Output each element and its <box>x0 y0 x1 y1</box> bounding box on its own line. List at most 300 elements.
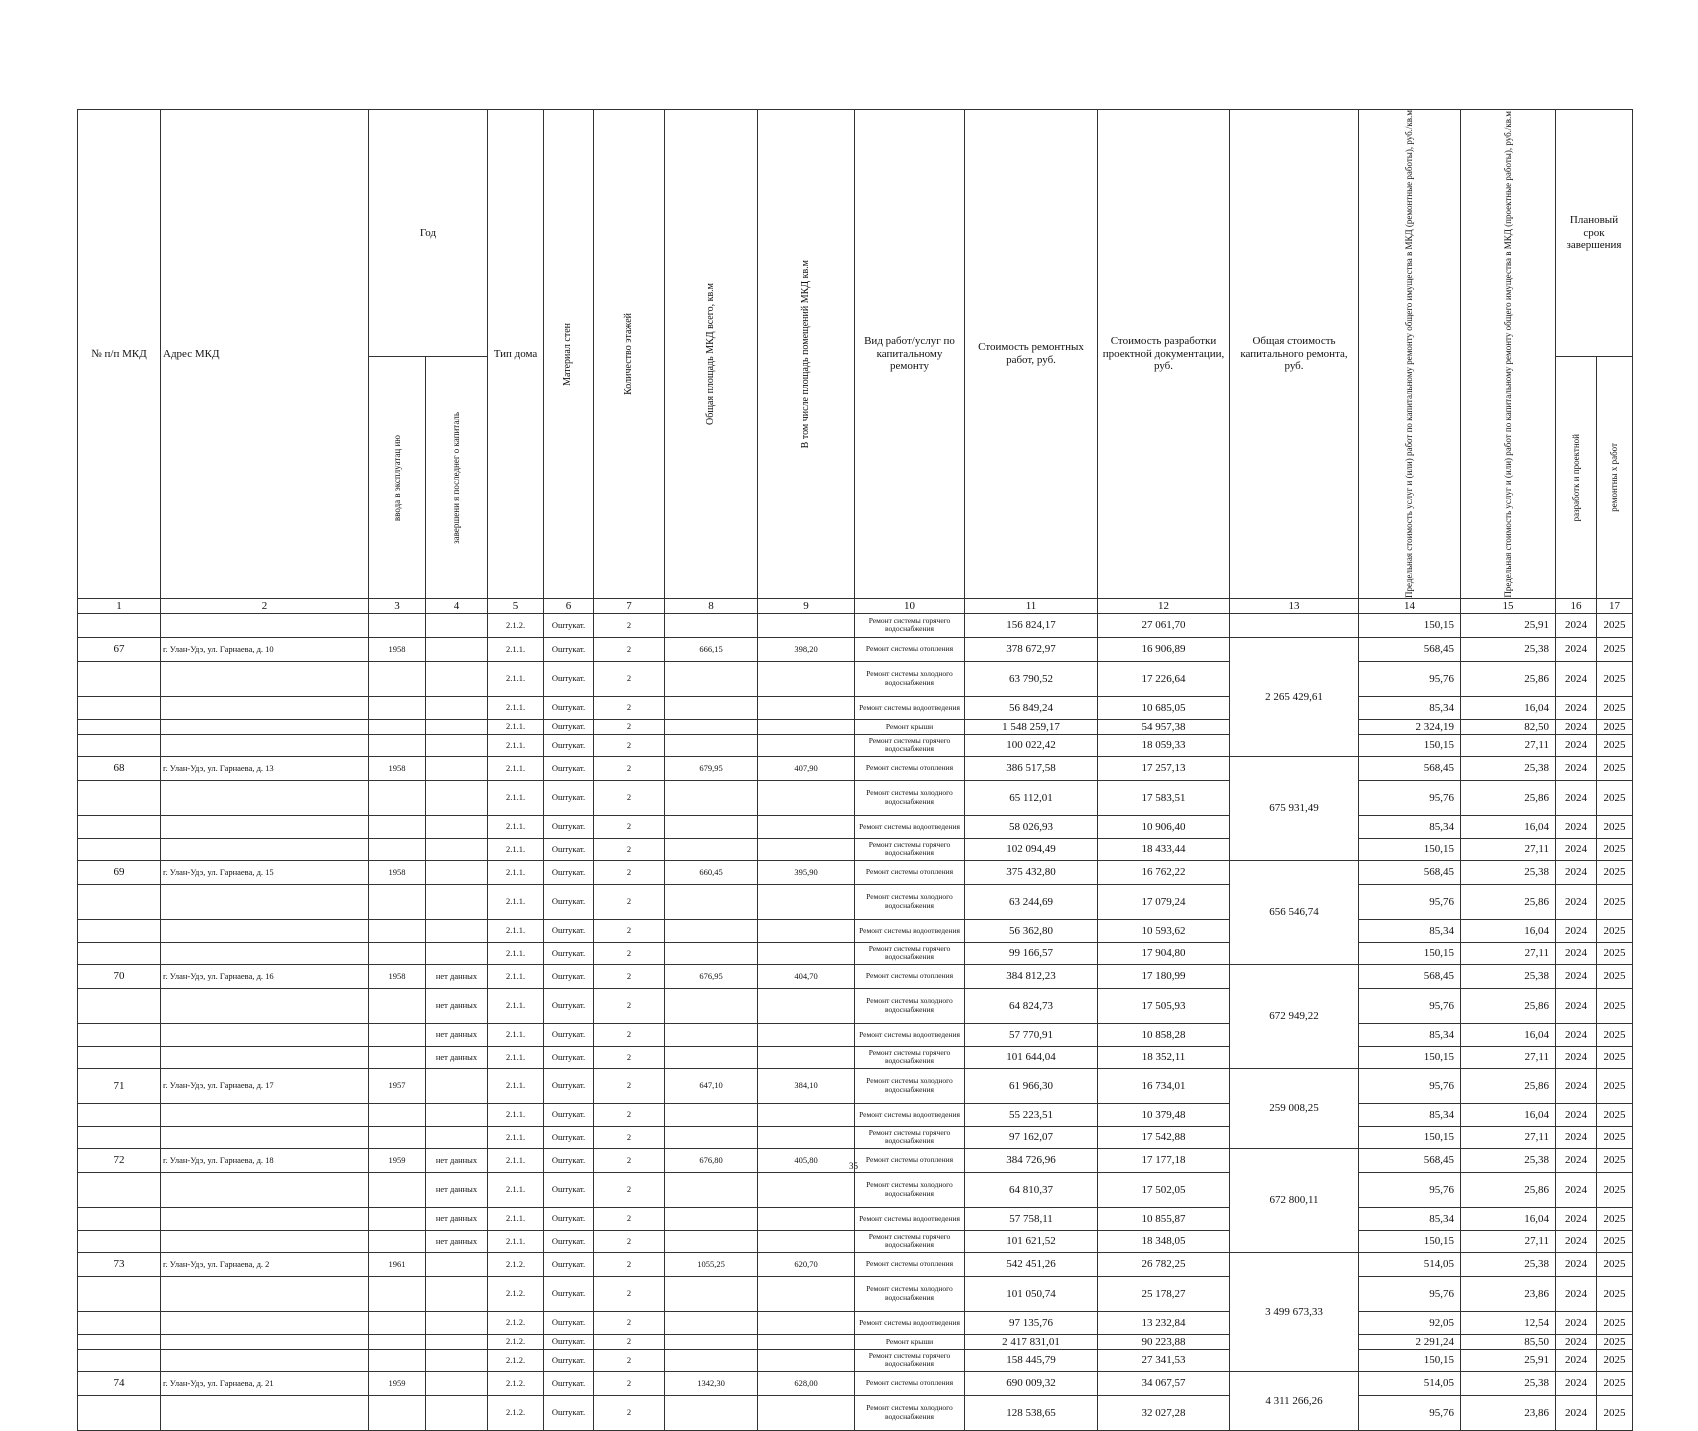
work-type: Ремонт системы горячего водоснабжения <box>855 734 965 756</box>
house-type: 2.1.1. <box>488 780 544 815</box>
premises-area <box>758 884 855 919</box>
repair-cost: 1 548 259,17 <box>965 719 1098 734</box>
floors: 2 <box>594 1252 665 1276</box>
house-number <box>78 942 161 964</box>
column-number: 9 <box>758 598 855 613</box>
limit-repair: 85,34 <box>1359 1207 1461 1230</box>
house-address <box>161 1349 369 1371</box>
page-number: 35 <box>849 1161 858 1171</box>
repair-cost: 2 417 831,01 <box>965 1334 1098 1349</box>
repair-cost: 58 026,93 <box>965 815 1098 838</box>
design-term: 2024 <box>1556 613 1597 637</box>
design-term: 2024 <box>1556 1068 1597 1103</box>
house-number <box>78 719 161 734</box>
total-area <box>665 1046 758 1068</box>
work-type: Ремонт системы отопления <box>855 964 965 988</box>
house-type: 2.1.2. <box>488 1334 544 1349</box>
house-number <box>78 1230 161 1252</box>
design-cost: 17 502,05 <box>1098 1172 1230 1207</box>
last-repair-year <box>426 719 488 734</box>
premises-area <box>758 613 855 637</box>
repair-cost: 56 849,24 <box>965 696 1098 719</box>
design-term: 2024 <box>1556 1395 1597 1430</box>
design-cost: 16 734,01 <box>1098 1068 1230 1103</box>
premises-area-label: В том числе площадь помещений МКД кв.м <box>799 259 811 449</box>
house-type: 2.1.1. <box>488 756 544 780</box>
design-term: 2024 <box>1556 1148 1597 1172</box>
house-address <box>161 838 369 860</box>
design-cost: 18 433,44 <box>1098 838 1230 860</box>
house-type: 2.1.1. <box>488 1230 544 1252</box>
house-number <box>78 988 161 1023</box>
total-area: 1342,30 <box>665 1371 758 1395</box>
wall-material: Оштукат. <box>544 613 594 637</box>
house-number <box>78 1334 161 1349</box>
wall-material: Оштукат. <box>544 1371 594 1395</box>
design-cost: 18 352,11 <box>1098 1046 1230 1068</box>
limit-repair: 85,34 <box>1359 919 1461 942</box>
total-area <box>665 1126 758 1148</box>
table-row <box>78 1230 1633 1252</box>
limit-repair: 150,15 <box>1359 838 1461 860</box>
last-repair-year <box>426 1349 488 1371</box>
col-header-wall-material <box>544 110 594 599</box>
total-cost: 4 311 266,26 <box>1230 1371 1359 1430</box>
wall-material: Оштукат. <box>544 734 594 756</box>
limit-repair: 95,76 <box>1359 1276 1461 1311</box>
repair-term: 2025 <box>1597 1103 1633 1126</box>
wall-material: Оштукат. <box>544 696 594 719</box>
total-cost: 672 800,11 <box>1230 1148 1359 1252</box>
repair-cost: 97 135,76 <box>965 1311 1098 1334</box>
commission-year <box>369 1230 426 1252</box>
floors: 2 <box>594 1334 665 1349</box>
total-area <box>665 696 758 719</box>
column-number: 11 <box>965 598 1098 613</box>
work-type: Ремонт системы холодного водоснабжения <box>855 661 965 696</box>
commission-year <box>369 988 426 1023</box>
design-term: 2024 <box>1556 1252 1597 1276</box>
premises-area <box>758 838 855 860</box>
table-row <box>78 1349 1633 1371</box>
house-type: 2.1.1. <box>488 719 544 734</box>
column-number: 3 <box>369 598 426 613</box>
repair-cost: 156 824,17 <box>965 613 1098 637</box>
house-address <box>161 696 369 719</box>
work-type: Ремонт крыши <box>855 1334 965 1349</box>
repair-cost: 384 812,23 <box>965 964 1098 988</box>
wall-material: Оштукат. <box>544 1349 594 1371</box>
repair-term: 2025 <box>1597 1126 1633 1148</box>
house-address <box>161 780 369 815</box>
wall-material: Оштукат. <box>544 860 594 884</box>
wall-material: Оштукат. <box>544 1148 594 1172</box>
house-address <box>161 1276 369 1311</box>
work-type: Ремонт системы отопления <box>855 1148 965 1172</box>
design-cost: 18 348,05 <box>1098 1230 1230 1252</box>
last-repair-year <box>426 613 488 637</box>
house-type: 2.1.1. <box>488 1068 544 1103</box>
premises-area <box>758 1311 855 1334</box>
work-type: Ремонт системы горячего водоснабжения <box>855 1230 965 1252</box>
work-type: Ремонт системы горячего водоснабжения <box>855 1046 965 1068</box>
limit-design: 25,86 <box>1461 1172 1556 1207</box>
premises-area: 384,10 <box>758 1068 855 1103</box>
design-cost: 17 079,24 <box>1098 884 1230 919</box>
total-area <box>665 815 758 838</box>
total-area <box>665 780 758 815</box>
work-type: Ремонт системы холодного водоснабжения <box>855 1276 965 1311</box>
commission-year <box>369 696 426 719</box>
premises-area <box>758 696 855 719</box>
commission-year: 1958 <box>369 860 426 884</box>
house-address <box>161 1172 369 1207</box>
repair-term: 2025 <box>1597 1068 1633 1103</box>
floors: 2 <box>594 838 665 860</box>
work-type: Ремонт системы отопления <box>855 756 965 780</box>
house-address <box>161 1023 369 1046</box>
limit-repair: 95,76 <box>1359 1068 1461 1103</box>
work-type: Ремонт системы холодного водоснабжения <box>855 988 965 1023</box>
repair-cost: 61 966,30 <box>965 1068 1098 1103</box>
column-number: 2 <box>161 598 369 613</box>
limit-repair: 150,15 <box>1359 1046 1461 1068</box>
last-repair-year <box>426 1334 488 1349</box>
limit-repair: 150,15 <box>1359 1349 1461 1371</box>
wall-material: Оштукат. <box>544 719 594 734</box>
repair-cost: 378 672,97 <box>965 637 1098 661</box>
last-repair-year: нет данных <box>426 1207 488 1230</box>
commission-year <box>369 884 426 919</box>
floors: 2 <box>594 1207 665 1230</box>
table-row <box>78 964 1633 988</box>
design-term: 2024 <box>1556 815 1597 838</box>
limit-repair: 150,15 <box>1359 942 1461 964</box>
col-header-address: Адрес МКД <box>161 110 369 599</box>
limit-design: 16,04 <box>1461 1023 1556 1046</box>
total-area <box>665 613 758 637</box>
design-term: 2024 <box>1556 838 1597 860</box>
design-term: 2024 <box>1556 1334 1597 1349</box>
last-repair-year <box>426 1068 488 1103</box>
commission-year <box>369 780 426 815</box>
total-area: 647,10 <box>665 1068 758 1103</box>
premises-area <box>758 1276 855 1311</box>
premises-area <box>758 1103 855 1126</box>
total-cost: 672 949,22 <box>1230 964 1359 1068</box>
total-area <box>665 1230 758 1252</box>
house-number <box>78 919 161 942</box>
design-cost: 18 059,33 <box>1098 734 1230 756</box>
total-area <box>665 838 758 860</box>
repair-term: 2025 <box>1597 1276 1633 1311</box>
limit-design: 25,86 <box>1461 988 1556 1023</box>
col-header-floors <box>594 110 665 599</box>
commission-year: 1959 <box>369 1148 426 1172</box>
repair-cost: 57 758,11 <box>965 1207 1098 1230</box>
floors: 2 <box>594 1230 665 1252</box>
design-term: 2024 <box>1556 661 1597 696</box>
column-number-row <box>78 598 1633 613</box>
house-number <box>78 1207 161 1230</box>
limit-repair: 85,34 <box>1359 1103 1461 1126</box>
floors: 2 <box>594 1148 665 1172</box>
repair-term: 2025 <box>1597 1023 1633 1046</box>
repair-term: 2025 <box>1597 734 1633 756</box>
house-address <box>161 734 369 756</box>
limit-repair: 514,05 <box>1359 1252 1461 1276</box>
floors: 2 <box>594 719 665 734</box>
commission-year <box>369 1276 426 1311</box>
limit-repair: 85,34 <box>1359 696 1461 719</box>
limit-repair: 568,45 <box>1359 860 1461 884</box>
column-number: 14 <box>1359 598 1461 613</box>
design-term: 2024 <box>1556 1126 1597 1148</box>
house-number <box>78 884 161 919</box>
premises-area: 628,00 <box>758 1371 855 1395</box>
premises-area <box>758 780 855 815</box>
premises-area <box>758 919 855 942</box>
house-address: г. Улан-Удэ, ул. Гарнаева, д. 10 <box>161 637 369 661</box>
house-number <box>78 696 161 719</box>
col-header-limit-design <box>1461 110 1556 599</box>
house-address: г. Улан-Удэ, ул. Гарнаева, д. 17 <box>161 1068 369 1103</box>
commission-year: 1961 <box>369 1252 426 1276</box>
design-cost: 16 762,22 <box>1098 860 1230 884</box>
house-number <box>78 1349 161 1371</box>
floors: 2 <box>594 1395 665 1430</box>
house-address <box>161 719 369 734</box>
house-number: 71 <box>78 1068 161 1103</box>
limit-repair: 568,45 <box>1359 1148 1461 1172</box>
commission-year <box>369 942 426 964</box>
limit-repair: 150,15 <box>1359 1126 1461 1148</box>
col-header-design-cost: Стоимость разработки проектной документации, руб. <box>1098 110 1230 599</box>
wall-material: Оштукат. <box>544 1311 594 1334</box>
premises-area <box>758 815 855 838</box>
table-row <box>78 1103 1633 1126</box>
floors: 2 <box>594 884 665 919</box>
last-repair-year-label: завершени я последнег о капиталь <box>451 411 461 544</box>
wall-material: Оштукат. <box>544 815 594 838</box>
premises-area <box>758 1395 855 1430</box>
floors: 2 <box>594 1172 665 1207</box>
floors: 2 <box>594 815 665 838</box>
house-address <box>161 1046 369 1068</box>
work-type: Ремонт системы водоотведения <box>855 1103 965 1126</box>
table-row <box>78 1334 1633 1349</box>
repair-term: 2025 <box>1597 1349 1633 1371</box>
wall-material: Оштукат. <box>544 780 594 815</box>
total-area <box>665 919 758 942</box>
house-address <box>161 942 369 964</box>
last-repair-year <box>426 756 488 780</box>
design-cost: 10 685,05 <box>1098 696 1230 719</box>
premises-area <box>758 1023 855 1046</box>
design-term: 2024 <box>1556 1207 1597 1230</box>
floors: 2 <box>594 1023 665 1046</box>
wall-material: Оштукат. <box>544 1395 594 1430</box>
commission-year: 1958 <box>369 637 426 661</box>
total-area <box>665 734 758 756</box>
table-row <box>78 756 1633 780</box>
column-number: 5 <box>488 598 544 613</box>
repair-term: 2025 <box>1597 613 1633 637</box>
last-repair-year <box>426 1126 488 1148</box>
repair-cost: 56 362,80 <box>965 919 1098 942</box>
column-number: 4 <box>426 598 488 613</box>
design-cost: 10 906,40 <box>1098 815 1230 838</box>
design-cost: 90 223,88 <box>1098 1334 1230 1349</box>
repair-term: 2025 <box>1597 988 1633 1023</box>
house-type: 2.1.2. <box>488 1371 544 1395</box>
table-row <box>78 1046 1633 1068</box>
wall-material: Оштукат. <box>544 661 594 696</box>
table-row <box>78 661 1633 696</box>
repair-term: 2025 <box>1597 696 1633 719</box>
repair-cost: 64 810,37 <box>965 1172 1098 1207</box>
premises-area: 407,90 <box>758 756 855 780</box>
commission-year <box>369 1172 426 1207</box>
house-number <box>78 1023 161 1046</box>
design-term: 2024 <box>1556 734 1597 756</box>
house-address <box>161 1311 369 1334</box>
house-number <box>78 734 161 756</box>
commission-year <box>369 1311 426 1334</box>
limit-design: 25,38 <box>1461 860 1556 884</box>
repair-term: 2025 <box>1597 942 1633 964</box>
limit-repair: 85,34 <box>1359 815 1461 838</box>
limit-repair: 95,76 <box>1359 1172 1461 1207</box>
design-term: 2024 <box>1556 1023 1597 1046</box>
repair-term: 2025 <box>1597 1395 1633 1430</box>
last-repair-year <box>426 838 488 860</box>
limit-repair-label: Предельная стоимость услуг и (или) работ по капитальному ремонту общего имущества в МКД (ремонтные работы), руб./кв.м <box>1404 110 1414 598</box>
last-repair-year <box>426 884 488 919</box>
wall-material: Оштукат. <box>544 884 594 919</box>
column-number: 13 <box>1230 598 1359 613</box>
commission-year <box>369 719 426 734</box>
floors: 2 <box>594 637 665 661</box>
total-cost: 2 265 429,61 <box>1230 637 1359 756</box>
limit-repair: 2 291,24 <box>1359 1334 1461 1349</box>
total-area <box>665 1311 758 1334</box>
house-type: 2.1.2. <box>488 1349 544 1371</box>
col-header-total-area <box>665 110 758 599</box>
last-repair-year: нет данных <box>426 1172 488 1207</box>
repair-term: 2025 <box>1597 1252 1633 1276</box>
house-number <box>78 1046 161 1068</box>
floors: 2 <box>594 988 665 1023</box>
house-type: 2.1.1. <box>488 988 544 1023</box>
limit-design: 25,91 <box>1461 1349 1556 1371</box>
limit-repair: 95,76 <box>1359 1395 1461 1430</box>
repair-term: 2025 <box>1597 1311 1633 1334</box>
repair-cost: 101 050,74 <box>965 1276 1098 1311</box>
house-type: 2.1.1. <box>488 1148 544 1172</box>
repair-cost: 384 726,96 <box>965 1148 1098 1172</box>
limit-design: 27,11 <box>1461 734 1556 756</box>
design-term: 2024 <box>1556 919 1597 942</box>
total-area <box>665 1172 758 1207</box>
premises-area: 398,20 <box>758 637 855 661</box>
design-cost: 10 593,62 <box>1098 919 1230 942</box>
house-address <box>161 1395 369 1430</box>
repair-cost: 97 162,07 <box>965 1126 1098 1148</box>
last-repair-year: нет данных <box>426 1046 488 1068</box>
repair-term: 2025 <box>1597 815 1633 838</box>
repair-term: 2025 <box>1597 1148 1633 1172</box>
table-row <box>78 696 1633 719</box>
house-type: 2.1.1. <box>488 1207 544 1230</box>
floors: 2 <box>594 964 665 988</box>
wall-material: Оштукат. <box>544 988 594 1023</box>
total-cost: 656 546,74 <box>1230 860 1359 964</box>
limit-design: 27,11 <box>1461 838 1556 860</box>
commission-year: 1957 <box>369 1068 426 1103</box>
col-header-premises-area <box>758 110 855 599</box>
last-repair-year <box>426 696 488 719</box>
design-cost: 25 178,27 <box>1098 1276 1230 1311</box>
house-address <box>161 1126 369 1148</box>
col-header-commission-year <box>369 357 426 599</box>
limit-design: 82,50 <box>1461 719 1556 734</box>
last-repair-year <box>426 1103 488 1126</box>
design-cost: 10 855,87 <box>1098 1207 1230 1230</box>
last-repair-year: нет данных <box>426 964 488 988</box>
repair-cost: 690 009,32 <box>965 1371 1098 1395</box>
total-area <box>665 719 758 734</box>
total-area: 1055,25 <box>665 1252 758 1276</box>
repair-term: 2025 <box>1597 780 1633 815</box>
floors: 2 <box>594 613 665 637</box>
col-header-last-repair-year <box>426 357 488 599</box>
house-type: 2.1.2. <box>488 1276 544 1311</box>
house-address <box>161 884 369 919</box>
repair-term: 2025 <box>1597 1334 1633 1349</box>
design-cost: 17 505,93 <box>1098 988 1230 1023</box>
premises-area <box>758 1126 855 1148</box>
last-repair-year: нет данных <box>426 1230 488 1252</box>
floors-label: Количество этажей <box>622 313 634 395</box>
design-term: 2024 <box>1556 696 1597 719</box>
floors: 2 <box>594 1068 665 1103</box>
work-type: Ремонт системы горячего водоснабжения <box>855 1126 965 1148</box>
last-repair-year: нет данных <box>426 1023 488 1046</box>
commission-year <box>369 1349 426 1371</box>
house-address: г. Улан-Удэ, ул. Гарнаева, д. 15 <box>161 860 369 884</box>
house-type: 2.1.2. <box>488 1311 544 1334</box>
limit-design: 85,50 <box>1461 1334 1556 1349</box>
repair-term: 2025 <box>1597 756 1633 780</box>
column-number: 10 <box>855 598 965 613</box>
commission-year <box>369 815 426 838</box>
house-number <box>78 1126 161 1148</box>
table-row <box>78 637 1633 661</box>
column-number: 17 <box>1597 598 1633 613</box>
work-type: Ремонт системы водоотведения <box>855 1311 965 1334</box>
commission-year-label: ввода в эксплуатац ию <box>391 434 402 521</box>
repair-cost: 65 112,01 <box>965 780 1098 815</box>
design-cost: 17 904,80 <box>1098 942 1230 964</box>
work-type: Ремонт крыши <box>855 719 965 734</box>
repair-term: 2025 <box>1597 1371 1633 1395</box>
limit-design: 23,86 <box>1461 1395 1556 1430</box>
commission-year <box>369 919 426 942</box>
total-area: 676,80 <box>665 1148 758 1172</box>
table-row <box>78 780 1633 815</box>
premises-area <box>758 719 855 734</box>
